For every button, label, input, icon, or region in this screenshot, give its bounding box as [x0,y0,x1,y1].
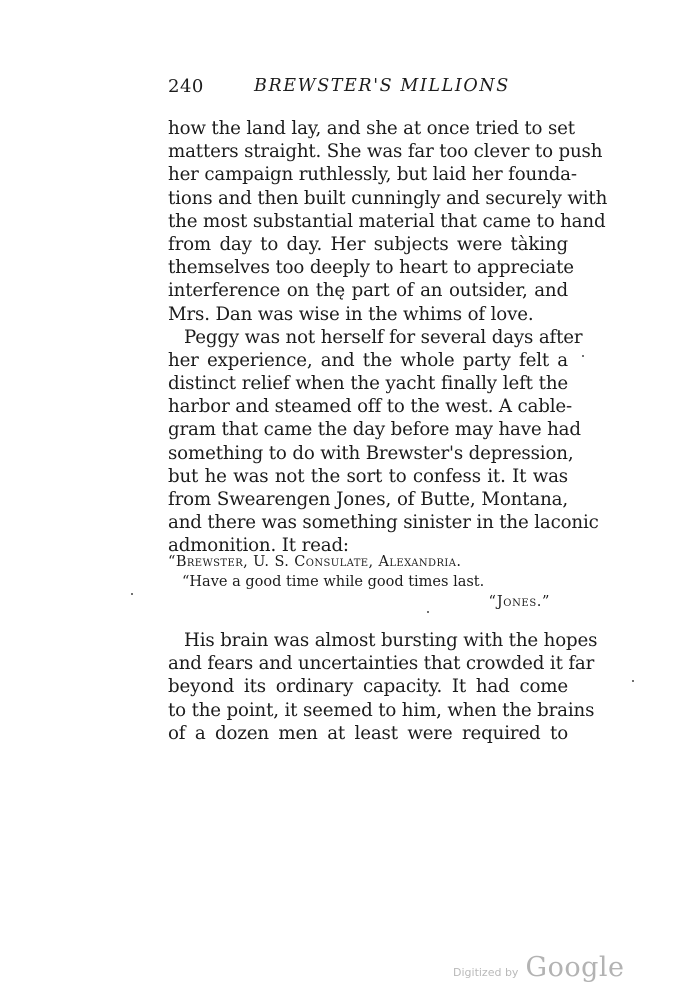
text-line: her experience, and the whole party felt a [168,349,568,371]
running-header [168,76,568,104]
paragraph [168,629,598,745]
text-line: how the land lay, and she at once tried to set [168,118,575,139]
text-line: her campaign ruthlessly, but laid her founda- [168,164,577,186]
text-line: harbor and steamed off to the west. A cable- [168,396,573,418]
text-line: gram that came the day before may have had [168,419,581,441]
body-text-upper [168,117,608,558]
body-text-lower [168,629,598,745]
google-logo: Google [525,952,625,983]
page-number: 240 [168,76,204,97]
text-line: interference on thę part of an outsider, and [168,280,568,302]
text-line: themselves too deeply to heart to appreciate [168,257,574,279]
digitized-watermark [453,952,625,986]
scan-speck [427,611,429,613]
scan-speck [632,680,634,682]
scan-speck [582,355,584,357]
text-line: to the point, it seemed to him, when the brains [168,699,595,721]
text-line: beyond its ordinary capacity. It had come [168,676,568,698]
paragraph [168,117,608,326]
text-line: distinct relief when the yacht finally left the [168,373,568,395]
text-line: admonition. It read: [168,535,349,557]
text-line: and fears and uncertainties that crowded it far [168,653,595,675]
text-line: Peggy was not herself for several days after [184,326,583,348]
telegram-signature: “Jones.” [488,594,550,610]
text-line: tions and then built cunningly and securely with [168,187,608,209]
text-line: and there was something sinister in the laconic [168,512,599,534]
running-title: BREWSTER'S MILLIONS [254,76,510,96]
text-line: but he was not the sort to confess it. It was [168,465,568,487]
digitized-by-label: Digitized by [453,966,519,979]
telegram-message: “Have a good time while good times last. [182,574,485,590]
text-line: from day to day. Her subjects were tàking [168,233,568,255]
text-line: matters straight. She was far too clever to push [168,141,603,163]
text-line: the most substantial material that came to hand [168,210,606,232]
telegram-quote [168,552,568,612]
scan-speck [131,593,133,595]
text-line: Mrs. Dan was wise in the whims of love. [168,303,534,325]
telegram-address: “Brewster, U. S. Consulate, Alexandria. [168,554,462,570]
text-line: something to do with Brewster's depression, [168,442,574,464]
paragraph [168,326,599,558]
text-line: from Swearengen Jones, of Butte, Montana, [168,489,568,510]
text-line: His brain was almost bursting with the hopes [184,630,598,651]
text-line: of a dozen men at least were required to [168,722,568,744]
